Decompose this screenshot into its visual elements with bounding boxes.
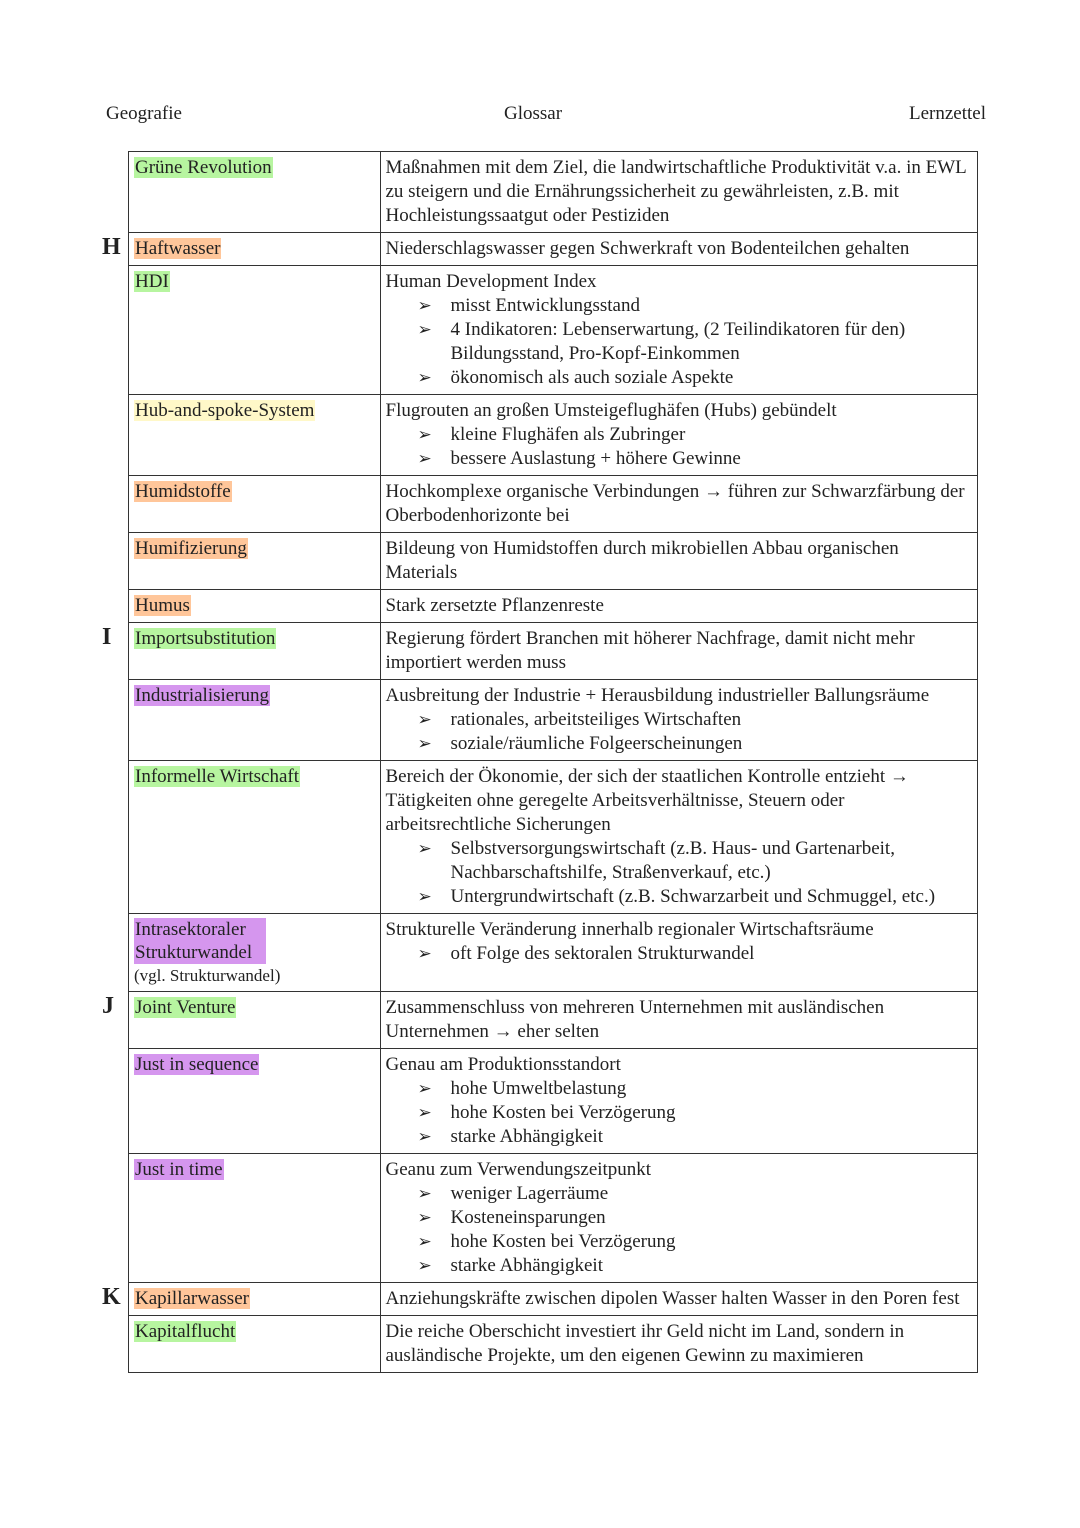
alphabet-letter: H	[102, 234, 121, 260]
term-cell	[102, 623, 381, 680]
bullet-item: ➢ Kosteneinsparungen	[418, 1206, 973, 1230]
term-cell	[129, 395, 381, 476]
glossary-row	[129, 1154, 978, 1283]
definition-text: Geanu zum Verwendungszeitpunkt	[385, 1159, 652, 1180]
bullet-list	[386, 942, 973, 966]
definition-cell	[380, 152, 978, 233]
definition-text: Genau am Produktionsstandort	[385, 1054, 621, 1075]
bullet-list	[386, 423, 973, 471]
definition-text: Flugrouten an großen Umsteigeflughäfen (Hubs) gebündelt	[385, 400, 837, 421]
bullet-item: ➢ kleine Flughäfen als Zubringer	[418, 423, 973, 447]
definition-cell	[380, 761, 978, 914]
term-cell	[129, 590, 381, 623]
term-cell	[129, 266, 381, 395]
definition-cell	[380, 590, 978, 623]
term-cell	[129, 533, 381, 590]
term-cell	[102, 233, 381, 266]
term-label: Intrasektoraler Strukturwandel	[134, 918, 266, 964]
term-cell	[129, 152, 381, 233]
term-cell	[129, 1316, 381, 1373]
bullet-list	[386, 1182, 973, 1278]
term-label: Just in sequence	[135, 1054, 259, 1075]
term-cell	[129, 1154, 381, 1283]
glossary-row	[129, 1049, 978, 1154]
bullet-item: ➢ starke Abhängigkeit	[418, 1125, 973, 1149]
glossary-row	[129, 533, 978, 590]
definition-cell	[380, 1316, 978, 1373]
term-label: Haftwasser	[135, 238, 221, 259]
bullet-list	[386, 294, 973, 390]
term-cell	[129, 476, 381, 533]
glossary-row	[129, 590, 978, 623]
bullet-item: ➢ hohe Kosten bei Verzögerung	[418, 1230, 973, 1254]
term-label: Importsubstitution	[135, 628, 276, 649]
definition-text: Regierung fördert Branchen mit höherer Nachfrage, damit nicht mehr importiert werden muss	[385, 628, 915, 673]
definition-text: Ausbreitung der Industrie + Herausbildung industrieller Ballungsräume	[385, 685, 930, 706]
bullet-item: ➢ starke Abhängigkeit	[418, 1254, 973, 1278]
term-cell	[102, 1283, 381, 1316]
bullet-item: ➢ weniger Lagerräume	[418, 1182, 973, 1206]
term-label: Grüne Revolution	[135, 157, 272, 178]
subject-label: Geografie	[106, 103, 182, 124]
term-label: Industrialisierung	[135, 685, 270, 706]
bullet-item: ➢ hohe Umweltbelastung	[418, 1077, 973, 1101]
glossary-row	[129, 152, 978, 233]
definition-cell	[380, 395, 978, 476]
page-header	[106, 103, 986, 127]
definition-cell	[380, 1283, 978, 1316]
document-title: Glossar	[504, 103, 563, 124]
term-label: Hub-and-spoke-System	[135, 400, 315, 421]
definition-text: Stark zersetzte Pflanzenreste	[385, 595, 604, 616]
alphabet-letter: J	[102, 993, 114, 1019]
definition-text: Strukturelle Veränderung innerhalb regionaler Wirtschaftsräume	[385, 919, 874, 940]
alphabet-letter: K	[102, 1284, 121, 1310]
definition-text: Hochkomplexe organische Verbindungen → führen zur Schwarzfärbung der Oberbodenhorizonte bei	[385, 481, 965, 526]
definition-text: Zusammenschluss von mehreren Unternehmen mit ausländischen Unternehmen → eher selten	[385, 997, 885, 1042]
glossary-row	[129, 623, 978, 680]
term-label: Informelle Wirtschaft	[135, 766, 300, 787]
definition-cell	[380, 992, 978, 1049]
definition-cell	[380, 533, 978, 590]
term-note: (vgl. Strukturwandel)	[134, 966, 281, 985]
document-type: Lernzettel	[908, 103, 986, 124]
bullet-item: ➢ Untergrundwirtschaft (z.B. Schwarzarbeit und Schmuggel, etc.)	[418, 885, 973, 909]
term-cell	[129, 680, 381, 761]
term-label: Humifizierung	[135, 538, 247, 559]
definition-cell	[380, 476, 978, 533]
term-label: Kapitalflucht	[135, 1321, 236, 1342]
bullet-item: ➢ Selbstversorgungswirtschaft (z.B. Haus- und Gartenarbeit, Nachbarschaftshilfe, Straßenverkauf, etc.)	[418, 837, 973, 885]
definition-text: Bereich der Ökonomie, der sich der staatlichen Kontrolle entzieht → Tätigkeiten ohne geregelte Arbeitsverhältnisse, Steuern oder arbeitsrechtliche Sicherungen	[385, 766, 909, 835]
bullet-item: ➢ misst Entwicklungsstand	[418, 294, 973, 318]
term-label: Joint Venture	[135, 997, 236, 1018]
glossary-row	[129, 266, 978, 395]
glossary-row	[129, 476, 978, 533]
definition-text: Human Development Index	[385, 271, 597, 292]
term-label: Kapillarwasser	[135, 1288, 249, 1309]
glossary-row	[129, 1316, 978, 1373]
glossary-row	[129, 914, 978, 992]
definition-cell	[380, 1154, 978, 1283]
definition-text: Niederschlagswasser gegen Schwerkraft von Bodenteilchen gehalten	[385, 238, 910, 259]
glossary-row	[129, 233, 978, 266]
definition-cell	[380, 623, 978, 680]
bullet-item: ➢ 4 Indikatoren: Lebenserwartung, (2 Teilindikatoren für den) Bildungsstand, Pro-Kopf-Einkommen	[418, 318, 973, 366]
bullet-item: ➢ rationales, arbeitsteiliges Wirtschaften	[418, 708, 973, 732]
definition-cell	[380, 914, 978, 992]
term-label: Humus	[135, 595, 190, 616]
definition-text: Die reiche Oberschicht investiert ihr Geld nicht im Land, sondern in ausländische Projekte, um den eigenen Gewinn zu maximieren	[385, 1321, 905, 1366]
glossary-row	[129, 1283, 978, 1316]
bullet-list	[386, 837, 973, 909]
glossary-row	[129, 761, 978, 914]
glossary-row	[129, 395, 978, 476]
term-label: Humidstoffe	[135, 481, 231, 502]
definition-text: Anziehungskräfte zwischen dipolen Wasser halten Wasser in den Poren fest	[385, 1288, 960, 1309]
term-label: Just in time	[135, 1159, 223, 1180]
term-cell	[129, 1049, 381, 1154]
bullet-item: ➢ ökonomisch als auch soziale Aspekte	[418, 366, 973, 390]
definition-cell	[380, 266, 978, 395]
term-cell	[102, 992, 381, 1049]
glossary-table	[102, 151, 978, 1373]
term-label: HDI	[135, 271, 169, 292]
bullet-list	[386, 708, 973, 756]
definition-text: Maßnahmen mit dem Ziel, die landwirtschaftliche Produktivität v.a. in EWL zu steigern und die Ernährungssicherheit zu gewährleisten, z.B. mit Hochleistungssaatgut oder Pestiziden	[385, 157, 967, 226]
definition-cell	[380, 233, 978, 266]
definition-text: Bildeung von Humidstoffen durch mikrobiellen Abbau organischen Materials	[385, 538, 899, 583]
bullet-item: ➢ oft Folge des sektoralen Strukturwandel	[418, 942, 973, 966]
glossary-row	[129, 992, 978, 1049]
bullet-item: ➢ bessere Auslastung + höhere Gewinne	[418, 447, 973, 471]
definition-cell	[380, 1049, 978, 1154]
bullet-list	[386, 1077, 973, 1149]
term-cell	[129, 914, 381, 992]
alphabet-letter: I	[102, 624, 112, 650]
glossary-row	[129, 680, 978, 761]
bullet-item: ➢ soziale/räumliche Folgeerscheinungen	[418, 732, 973, 756]
term-cell	[129, 761, 381, 914]
definition-cell	[380, 680, 978, 761]
bullet-item: ➢ hohe Kosten bei Verzögerung	[418, 1101, 973, 1125]
